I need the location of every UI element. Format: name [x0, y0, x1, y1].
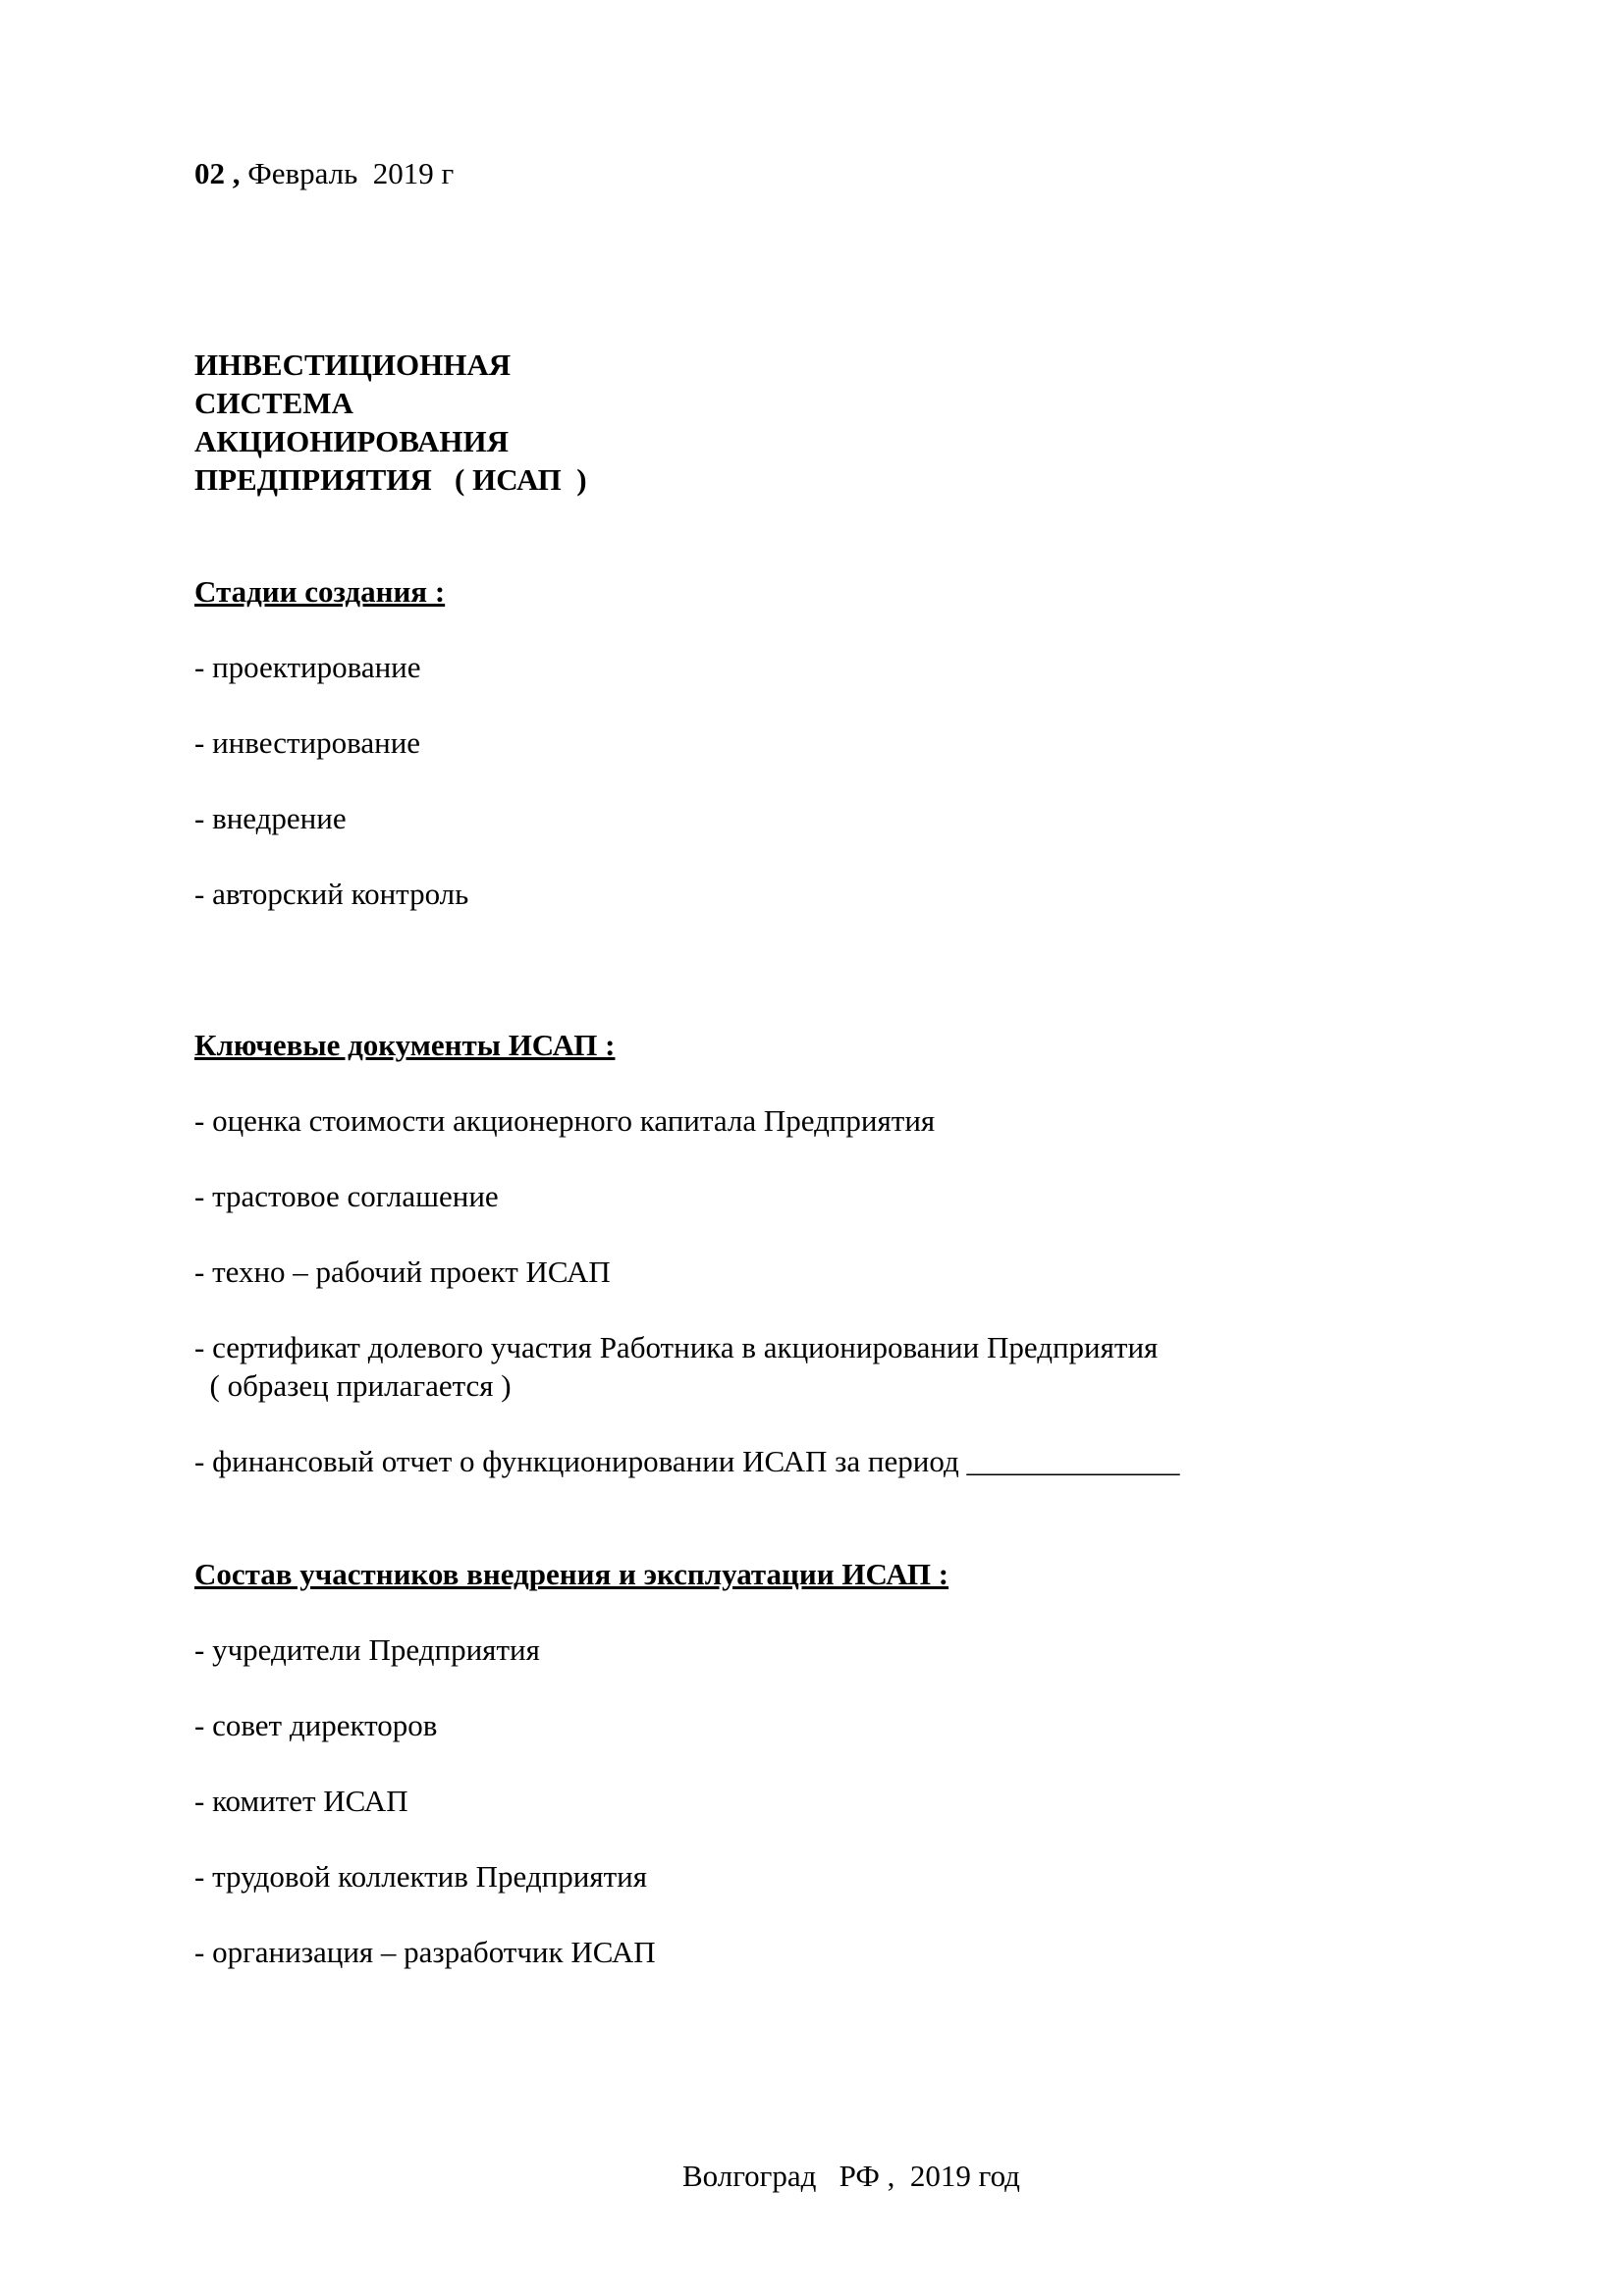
document-footer: Волгоград РФ , 2019 год [682, 2159, 1020, 2193]
participants-item-3: - комитет ИСАП [194, 1784, 408, 1818]
title-line-3: АКЦИОНИРОВАНИЯ [194, 424, 510, 458]
date-separator: , [225, 156, 248, 190]
documents-item-5: - финансовый отчет о функционировании ИСАП за период ______________ [194, 1444, 1180, 1478]
title-line-2: СИСТЕМА [194, 386, 353, 420]
document-title [194, 346, 587, 499]
participants-item-5: - организация – разработчик ИСАП [194, 1935, 656, 1969]
documents-item-2: - трастовое соглашение [194, 1179, 499, 1213]
title-line-4: ПРЕДПРИЯТИЯ ( ИСАП ) [194, 462, 587, 497]
participants-item-2: - совет директоров [194, 1708, 438, 1742]
documents-item-4-note: ( образец прилагается ) [194, 1368, 512, 1403]
title-line-1: ИНВЕСТИЦИОННАЯ [194, 347, 512, 382]
date-month-year: Февраль 2019 г [247, 156, 455, 190]
date-day: 02 [194, 156, 225, 190]
stages-item-3: - внедрение [194, 801, 347, 835]
documents-item-1: - оценка стоимости акционерного капитала Предприятия [194, 1103, 936, 1138]
documents-item-3: - техно – рабочий проект ИСАП [194, 1255, 611, 1289]
stages-item-1: - проектирование [194, 650, 421, 684]
document-date [194, 155, 454, 192]
stages-item-4: - авторский контроль [194, 877, 469, 911]
stages-item-2: - инвестирование [194, 725, 421, 760]
participants-heading: Состав участников внедрения и эксплуатации ИСАП : [194, 1557, 949, 1591]
participants-item-1: - учредители Предприятия [194, 1632, 540, 1667]
stages-heading: Стадии создания : [194, 574, 446, 609]
documents-item-4: - сертификат долевого участия Работника в акционировании Предприятия [194, 1330, 1159, 1364]
documents-heading: Ключевые документы ИСАП : [194, 1028, 616, 1062]
participants-item-4: - трудовой коллектив Предприятия [194, 1859, 647, 1894]
